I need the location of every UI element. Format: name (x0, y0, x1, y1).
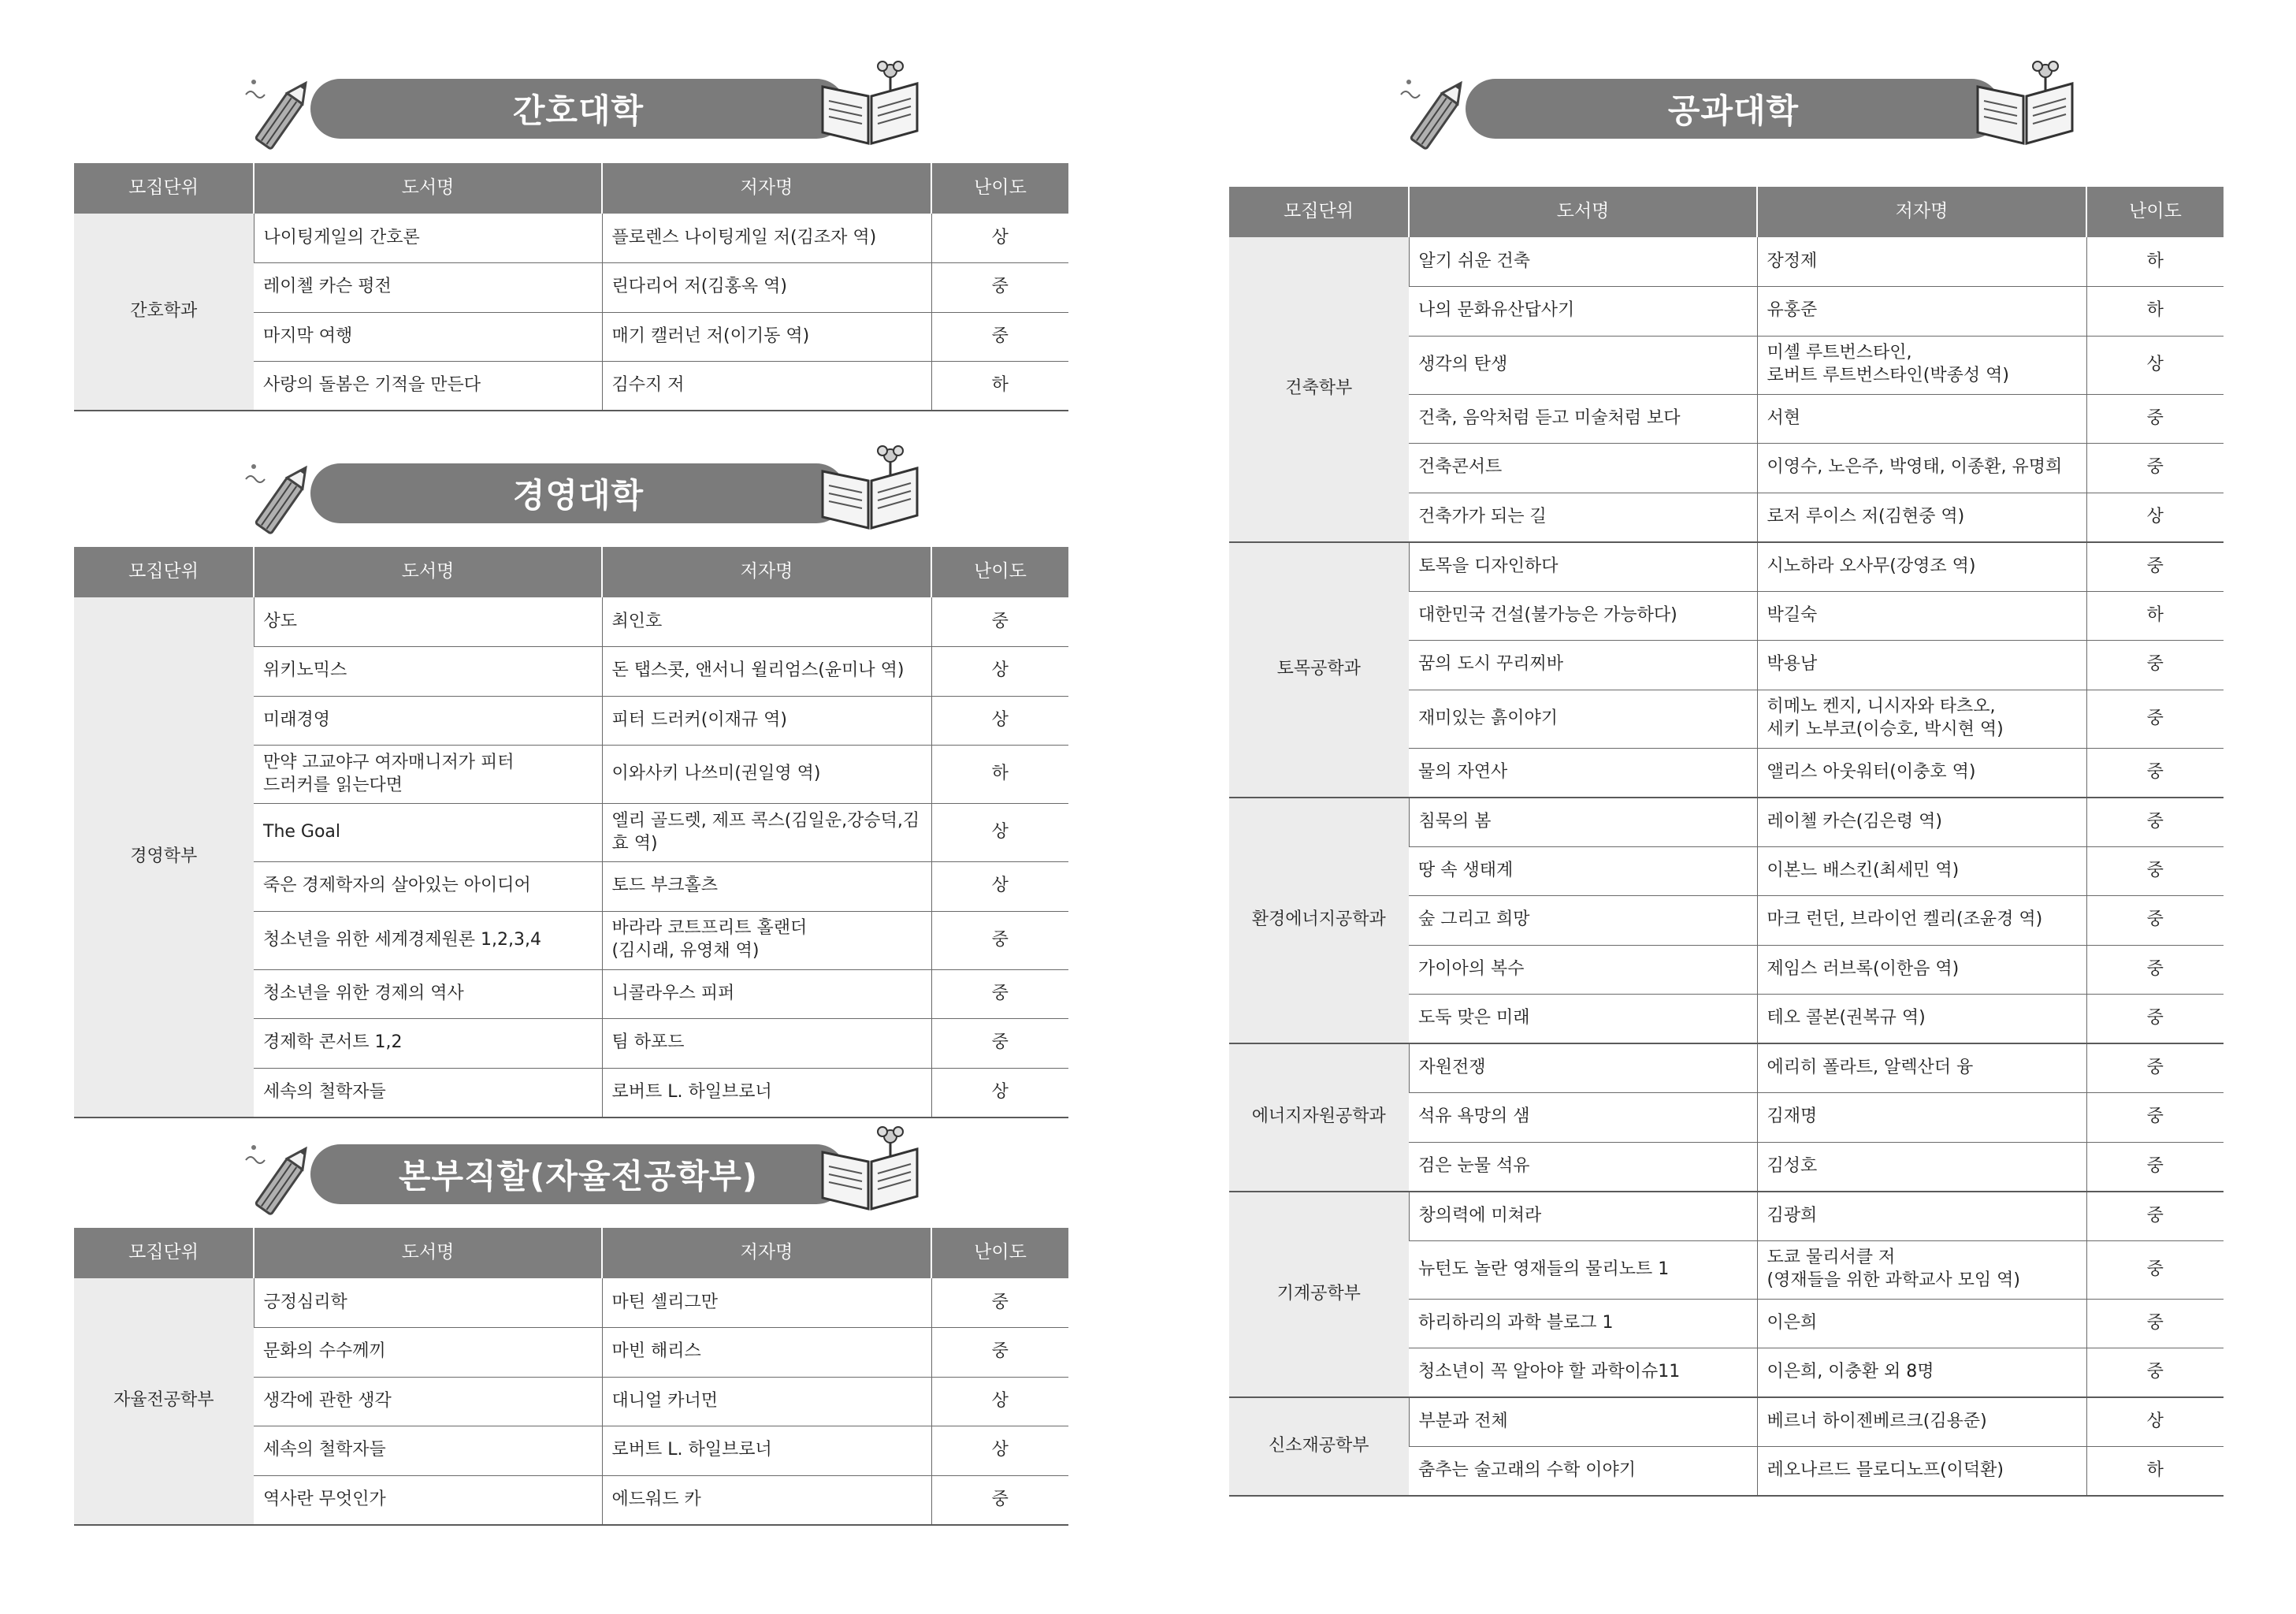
author-cell: 이은희, 이충환 외 8명 (1757, 1348, 2086, 1398)
difficulty-cell: 중 (2086, 1142, 2224, 1192)
book-title-cell: 숲 그리고 희망 (1409, 896, 1757, 946)
difficulty-cell: 상 (2086, 493, 2224, 542)
section-banner-business (240, 456, 933, 558)
book-title-cell: 만약 고교야구 여자매니저가 피터 드러커를 읽는다면 (254, 746, 602, 804)
difficulty-cell: 상 (931, 647, 1068, 697)
difficulty-cell: 중 (2086, 641, 2224, 690)
book-title-cell: 하리하리의 과학 블로그 1 (1409, 1299, 1757, 1348)
difficulty-cell: 중 (2086, 1192, 2224, 1241)
column-header-unit: 모집단위 (74, 1228, 254, 1278)
difficulty-cell: 상 (931, 214, 1068, 263)
difficulty-cell: 중 (2086, 1093, 2224, 1143)
difficulty-cell: 중 (2086, 394, 2224, 444)
unit-cell: 간호학과 (74, 214, 254, 411)
difficulty-cell: 중 (931, 263, 1068, 313)
book-title-cell: 세속의 철학자들 (254, 1426, 602, 1476)
difficulty-cell: 하 (931, 746, 1068, 804)
unit-cell: 에너지자원공학과 (1229, 1043, 1409, 1192)
difficulty-cell: 중 (931, 312, 1068, 362)
book-title-cell: 대한민국 건설(불가능은 가능하다) (1409, 591, 1757, 641)
book-table-independent (74, 1228, 1068, 1526)
book-title-cell: 생각의 탄생 (1409, 336, 1757, 394)
unit-cell: 자율전공학부 (74, 1278, 254, 1525)
book-title-cell: 부분과 전체 (1409, 1397, 1757, 1447)
difficulty-cell: 상 (931, 1426, 1068, 1476)
book-title-cell: 세속의 철학자들 (254, 1068, 602, 1118)
table-header-row (74, 1228, 1068, 1278)
book-title-cell: 침묵의 봄 (1409, 798, 1757, 847)
column-header-book: 도서명 (254, 163, 602, 214)
table-row (1229, 798, 2224, 847)
author-cell: 니콜라우스 피퍼 (602, 969, 931, 1019)
unit-cell: 건축학부 (1229, 237, 1409, 542)
book-title-cell: 재미있는 흙이야기 (1409, 690, 1757, 748)
difficulty-cell: 중 (2086, 444, 2224, 493)
book-title-cell: 사랑의 돌봄은 기적을 만든다 (254, 362, 602, 411)
section-title: 경영대학 (310, 463, 846, 523)
author-cell: 박용남 (1757, 641, 2086, 690)
section-title: 간호대학 (310, 79, 846, 139)
book-title-cell: 마지막 여행 (254, 312, 602, 362)
author-cell: 김성호 (1757, 1142, 2086, 1192)
author-cell: 에리히 폴라트, 알렉산더 융 (1757, 1043, 2086, 1093)
unit-cell: 환경에너지공학과 (1229, 798, 1409, 1044)
author-cell: 김재명 (1757, 1093, 2086, 1143)
table-row (1229, 542, 2224, 592)
author-cell: 플로렌스 나이팅게일 저(김조자 역) (602, 214, 931, 263)
difficulty-cell: 중 (931, 1328, 1068, 1378)
column-header-unit: 모집단위 (74, 163, 254, 214)
table-row (1229, 1043, 2224, 1093)
column-header-unit: 모집단위 (74, 547, 254, 597)
book-table-business (74, 547, 1068, 1118)
column-header-level: 난이도 (931, 163, 1068, 214)
book-title-cell: 춤추는 술고래의 수학 이야기 (1409, 1447, 1757, 1497)
difficulty-cell: 중 (2086, 690, 2224, 748)
table-header-row (74, 163, 1068, 214)
table-row (1229, 1397, 2224, 1447)
author-cell: 마크 런던, 브라이언 켈리(조윤경 역) (1757, 896, 2086, 946)
book-title-cell: 나이팅게일의 간호론 (254, 214, 602, 263)
book-title-cell: 도둑 맞은 미래 (1409, 995, 1757, 1044)
author-cell: 대니얼 카너먼 (602, 1377, 931, 1426)
column-header-author: 저자명 (602, 547, 931, 597)
book-title-cell: 건축콘서트 (1409, 444, 1757, 493)
author-cell: 히메노 켄지, 니시자와 타츠오, 세키 노부코(이승호, 박시현 역) (1757, 690, 2086, 748)
author-cell: 로버트 L. 하일브로너 (602, 1068, 931, 1118)
table-row (74, 597, 1068, 647)
table-row (74, 214, 1068, 263)
author-cell: 장정제 (1757, 237, 2086, 287)
book-title-cell: 역사란 무엇인가 (254, 1475, 602, 1525)
book-title-cell: 창의력에 미쳐라 (1409, 1192, 1757, 1241)
unit-cell: 경영학부 (74, 597, 254, 1118)
author-cell: 앨리스 아웃워터(이충호 역) (1757, 748, 2086, 798)
author-cell: 이은희 (1757, 1299, 2086, 1348)
column-header-book: 도서명 (254, 547, 602, 597)
book-title-cell: 알기 쉬운 건축 (1409, 237, 1757, 287)
section-banner-independent (240, 1136, 933, 1239)
column-header-book: 도서명 (1409, 187, 1757, 237)
author-cell: 서현 (1757, 394, 2086, 444)
book-title-cell: 검은 눈물 석유 (1409, 1142, 1757, 1192)
author-cell: 바라라 코트프리트 홀랜더 (김시래, 유영채 역) (602, 911, 931, 969)
difficulty-cell: 중 (2086, 798, 2224, 847)
book-title-cell: 석유 욕망의 샘 (1409, 1093, 1757, 1143)
section-banner-nursing (240, 71, 933, 173)
book-title-cell: 상도 (254, 597, 602, 647)
book-title-cell: 청소년을 위한 경제의 역사 (254, 969, 602, 1019)
book-icon (815, 1121, 925, 1215)
author-cell: 김수지 저 (602, 362, 931, 411)
author-cell: 베르너 하이젠베르크(김용준) (1757, 1397, 2086, 1447)
author-cell: 미셸 루트번스타인, 로버트 루트번스타인(박종성 역) (1757, 336, 2086, 394)
difficulty-cell: 하 (2086, 237, 2224, 287)
difficulty-cell: 중 (931, 597, 1068, 647)
difficulty-cell: 중 (2086, 995, 2224, 1044)
difficulty-cell: 상 (931, 1068, 1068, 1118)
author-cell: 도쿄 물리서클 저 (영재들을 위한 과학교사 모임 역) (1757, 1240, 2086, 1299)
column-header-level: 난이도 (931, 547, 1068, 597)
author-cell: 이와사키 나쓰미(권일영 역) (602, 746, 931, 804)
author-cell: 매기 캘러넌 저(이기동 역) (602, 312, 931, 362)
author-cell: 린다리어 저(김홍옥 역) (602, 263, 931, 313)
difficulty-cell: 상 (2086, 1397, 2224, 1447)
author-cell: 피터 드러커(이재규 역) (602, 696, 931, 746)
difficulty-cell: 중 (2086, 846, 2224, 896)
book-title-cell: 뉴턴도 놀란 영재들의 물리노트 1 (1409, 1240, 1757, 1299)
difficulty-cell: 중 (931, 1019, 1068, 1069)
book-table-engineering (1229, 187, 2224, 1497)
book-icon (815, 440, 925, 534)
author-cell: 레이첼 카슨(김은령 역) (1757, 798, 2086, 847)
section-banner-engineering (1395, 71, 2088, 173)
author-cell: 이영수, 노은주, 박영태, 이종환, 유명희 (1757, 444, 2086, 493)
book-title-cell: 물의 자연사 (1409, 748, 1757, 798)
book-title-cell: 미래경영 (254, 696, 602, 746)
column-header-author: 저자명 (1757, 187, 2086, 237)
book-title-cell: 죽은 경제학자의 살아있는 아이디어 (254, 862, 602, 912)
author-cell: 박길숙 (1757, 591, 2086, 641)
author-cell: 토드 부크홀츠 (602, 862, 931, 912)
table-header-row (1229, 187, 2224, 237)
column-header-level: 난이도 (2086, 187, 2224, 237)
author-cell: 이본느 배스킨(최세민 역) (1757, 846, 2086, 896)
author-cell: 김광희 (1757, 1192, 2086, 1241)
book-icon (815, 55, 925, 150)
book-title-cell: 꿈의 도시 꾸리찌바 (1409, 641, 1757, 690)
difficulty-cell: 중 (2086, 1240, 2224, 1299)
book-title-cell: 건축, 음악처럼 듣고 미술처럼 보다 (1409, 394, 1757, 444)
column-header-author: 저자명 (602, 163, 931, 214)
difficulty-cell: 중 (931, 1278, 1068, 1328)
author-cell: 시노하라 오사무(강영조 역) (1757, 542, 2086, 592)
book-title-cell: 청소년이 꼭 알아야 할 과학이슈11 (1409, 1348, 1757, 1398)
difficulty-cell: 상 (931, 804, 1068, 862)
column-header-level: 난이도 (931, 1228, 1068, 1278)
author-cell: 로버트 L. 하일브로너 (602, 1426, 931, 1476)
book-table-nursing (74, 163, 1068, 411)
unit-cell: 신소재공학부 (1229, 1397, 1409, 1496)
book-title-cell: 청소년을 위한 세계경제원론 1,2,3,4 (254, 911, 602, 969)
difficulty-cell: 하 (2086, 591, 2224, 641)
difficulty-cell: 중 (2086, 1299, 2224, 1348)
difficulty-cell: 중 (2086, 896, 2224, 946)
table-header-row (74, 547, 1068, 597)
book-title-cell: 생각에 관한 생각 (254, 1377, 602, 1426)
author-cell: 유홍준 (1757, 287, 2086, 337)
column-header-unit: 모집단위 (1229, 187, 1409, 237)
author-cell: 에드워드 카 (602, 1475, 931, 1525)
difficulty-cell: 상 (931, 862, 1068, 912)
book-title-cell: 가이아의 복수 (1409, 945, 1757, 995)
table-row (74, 1278, 1068, 1328)
author-cell: 엘리 골드렛, 제프 콕스(김일운,강승덕,김 효 역) (602, 804, 931, 862)
difficulty-cell: 하 (2086, 1447, 2224, 1497)
section-title: 공과대학 (1466, 79, 2001, 139)
difficulty-cell: 상 (931, 1377, 1068, 1426)
book-title-cell: The Goal (254, 804, 602, 862)
difficulty-cell: 중 (2086, 1043, 2224, 1093)
difficulty-cell: 하 (931, 362, 1068, 411)
difficulty-cell: 상 (931, 696, 1068, 746)
section-title: 본부직할(자율전공학부) (310, 1144, 846, 1204)
difficulty-cell: 하 (2086, 287, 2224, 337)
book-icon (1970, 55, 2080, 150)
difficulty-cell: 중 (2086, 1348, 2224, 1398)
book-title-cell: 문화의 수수께끼 (254, 1328, 602, 1378)
difficulty-cell: 중 (2086, 542, 2224, 592)
author-cell: 최인호 (602, 597, 931, 647)
difficulty-cell: 중 (2086, 748, 2224, 798)
book-title-cell: 나의 문화유산답사기 (1409, 287, 1757, 337)
book-title-cell: 레이첼 카슨 평전 (254, 263, 602, 313)
table-row (1229, 237, 2224, 287)
difficulty-cell: 중 (931, 969, 1068, 1019)
difficulty-cell: 중 (931, 911, 1068, 969)
book-title-cell: 위키노믹스 (254, 647, 602, 697)
book-title-cell: 토목을 디자인하다 (1409, 542, 1757, 592)
book-title-cell: 자원전쟁 (1409, 1043, 1757, 1093)
column-header-author: 저자명 (602, 1228, 931, 1278)
unit-cell: 기계공학부 (1229, 1192, 1409, 1398)
author-cell: 팀 하포드 (602, 1019, 931, 1069)
unit-cell: 토목공학과 (1229, 542, 1409, 798)
book-title-cell: 건축가가 되는 길 (1409, 493, 1757, 542)
book-title-cell: 경제학 콘서트 1,2 (254, 1019, 602, 1069)
table-row (1229, 1192, 2224, 1241)
author-cell: 로저 루이스 저(김현중 역) (1757, 493, 2086, 542)
author-cell: 마틴 셀리그만 (602, 1278, 931, 1328)
difficulty-cell: 중 (931, 1475, 1068, 1525)
difficulty-cell: 중 (2086, 945, 2224, 995)
author-cell: 돈 탭스콧, 앤서니 윌리엄스(윤미나 역) (602, 647, 931, 697)
author-cell: 테오 콜본(권복규 역) (1757, 995, 2086, 1044)
book-title-cell: 긍정심리학 (254, 1278, 602, 1328)
difficulty-cell: 상 (2086, 336, 2224, 394)
author-cell: 레오나르드 믈로디노프(이덕환) (1757, 1447, 2086, 1497)
column-header-book: 도서명 (254, 1228, 602, 1278)
author-cell: 제임스 러브록(이한음 역) (1757, 945, 2086, 995)
author-cell: 마빈 해리스 (602, 1328, 931, 1378)
book-title-cell: 땅 속 생태계 (1409, 846, 1757, 896)
